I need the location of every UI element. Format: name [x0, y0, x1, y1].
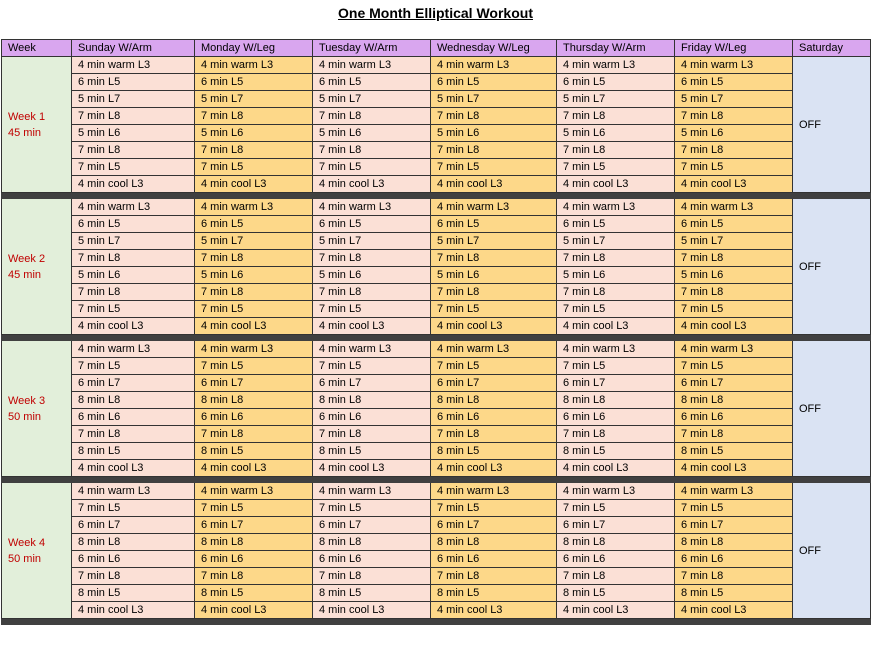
interval-cell-wednesday: 8 min L8: [431, 534, 557, 551]
interval-cell-monday: 6 min L6: [195, 551, 313, 568]
interval-cell-thursday: 7 min L8: [557, 284, 675, 301]
interval-cell-tuesday: 6 min L5: [313, 74, 431, 91]
interval-row: [2, 534, 871, 551]
interval-cell-wednesday: 4 min warm L3: [431, 483, 557, 500]
week-label: Week 3: [8, 394, 46, 407]
week-duration: 50 min: [8, 410, 42, 423]
interval-cell-thursday: 5 min L7: [557, 233, 675, 250]
interval-cell-tuesday: 8 min L8: [313, 534, 431, 551]
saturday-rest-cell: OFF: [793, 341, 871, 477]
interval-cell-tuesday: 7 min L5: [313, 159, 431, 176]
interval-cell-sunday: 5 min L6: [72, 125, 195, 142]
interval-cell-monday: 8 min L8: [195, 392, 313, 409]
interval-cell-sunday: 7 min L8: [72, 284, 195, 301]
interval-cell-tuesday: 5 min L6: [313, 267, 431, 284]
week-label-cell: [2, 199, 72, 335]
interval-cell-sunday: 4 min warm L3: [72, 199, 195, 216]
interval-row: [2, 375, 871, 392]
interval-cell-thursday: 4 min warm L3: [557, 483, 675, 500]
interval-row: [2, 91, 871, 108]
interval-row: [2, 159, 871, 176]
interval-cell-thursday: 4 min cool L3: [557, 602, 675, 619]
interval-row: [2, 199, 871, 216]
header-wednesday: Wednesday W/Leg: [431, 40, 557, 57]
interval-cell-thursday: 6 min L6: [557, 551, 675, 568]
interval-cell-monday: 6 min L5: [195, 216, 313, 233]
interval-cell-sunday: 7 min L5: [72, 358, 195, 375]
week-duration: 45 min: [8, 268, 42, 281]
interval-cell-sunday: 7 min L8: [72, 426, 195, 443]
week-label: Week 4: [8, 536, 46, 549]
interval-row: [2, 108, 871, 125]
interval-cell-wednesday: 7 min L8: [431, 284, 557, 301]
interval-cell-thursday: 7 min L8: [557, 108, 675, 125]
interval-cell-friday: 7 min L8: [675, 568, 793, 585]
interval-cell-thursday: 4 min cool L3: [557, 460, 675, 477]
interval-cell-thursday: 5 min L6: [557, 125, 675, 142]
interval-cell-thursday: 7 min L8: [557, 142, 675, 159]
interval-row: [2, 57, 871, 74]
interval-row: [2, 443, 871, 460]
interval-cell-wednesday: 7 min L5: [431, 500, 557, 517]
week-label-cell: [2, 57, 72, 193]
interval-cell-wednesday: 6 min L6: [431, 551, 557, 568]
interval-cell-friday: 8 min L8: [675, 534, 793, 551]
interval-cell-sunday: 4 min cool L3: [72, 602, 195, 619]
interval-cell-sunday: 7 min L8: [72, 250, 195, 267]
interval-cell-friday: 6 min L7: [675, 375, 793, 392]
interval-cell-monday: 7 min L8: [195, 250, 313, 267]
interval-cell-monday: 7 min L5: [195, 500, 313, 517]
interval-cell-tuesday: 4 min cool L3: [313, 460, 431, 477]
interval-cell-friday: 5 min L6: [675, 267, 793, 284]
interval-cell-wednesday: 6 min L7: [431, 375, 557, 392]
interval-cell-tuesday: 5 min L6: [313, 125, 431, 142]
interval-cell-monday: 7 min L5: [195, 301, 313, 318]
interval-cell-tuesday: 8 min L8: [313, 392, 431, 409]
interval-cell-thursday: 7 min L5: [557, 500, 675, 517]
interval-cell-wednesday: 7 min L8: [431, 250, 557, 267]
interval-cell-monday: 5 min L7: [195, 233, 313, 250]
interval-cell-tuesday: 7 min L8: [313, 284, 431, 301]
interval-row: [2, 602, 871, 619]
interval-cell-friday: 4 min warm L3: [675, 199, 793, 216]
interval-cell-monday: 7 min L5: [195, 358, 313, 375]
header-row: [2, 40, 871, 57]
interval-cell-sunday: 7 min L5: [72, 500, 195, 517]
header-monday: Monday W/Leg: [195, 40, 313, 57]
interval-cell-sunday: 7 min L5: [72, 301, 195, 318]
interval-cell-thursday: 6 min L7: [557, 375, 675, 392]
interval-cell-sunday: 6 min L5: [72, 216, 195, 233]
interval-cell-sunday: 5 min L7: [72, 91, 195, 108]
header-tuesday: Tuesday W/Arm: [313, 40, 431, 57]
interval-cell-wednesday: 5 min L6: [431, 125, 557, 142]
interval-cell-thursday: 7 min L8: [557, 426, 675, 443]
interval-row: [2, 568, 871, 585]
interval-cell-wednesday: 6 min L5: [431, 216, 557, 233]
interval-cell-thursday: 8 min L8: [557, 534, 675, 551]
interval-cell-monday: 6 min L5: [195, 74, 313, 91]
interval-row: [2, 125, 871, 142]
interval-cell-thursday: 8 min L5: [557, 585, 675, 602]
interval-cell-wednesday: 7 min L8: [431, 108, 557, 125]
interval-cell-sunday: 6 min L7: [72, 517, 195, 534]
interval-cell-thursday: 4 min cool L3: [557, 318, 675, 335]
interval-cell-sunday: 4 min warm L3: [72, 483, 195, 500]
interval-row: [2, 341, 871, 358]
separator-bar: [2, 619, 871, 625]
interval-row: [2, 233, 871, 250]
interval-cell-friday: 8 min L5: [675, 443, 793, 460]
week-separator: [2, 619, 871, 625]
interval-cell-friday: 4 min warm L3: [675, 57, 793, 74]
interval-cell-monday: 4 min cool L3: [195, 460, 313, 477]
interval-row: [2, 585, 871, 602]
interval-cell-tuesday: 7 min L8: [313, 426, 431, 443]
interval-row: [2, 517, 871, 534]
interval-cell-thursday: 8 min L5: [557, 443, 675, 460]
interval-cell-thursday: 7 min L8: [557, 250, 675, 267]
interval-cell-wednesday: 4 min cool L3: [431, 602, 557, 619]
interval-cell-thursday: 7 min L5: [557, 159, 675, 176]
header-thursday: Thursday W/Arm: [557, 40, 675, 57]
interval-row: [2, 250, 871, 267]
interval-cell-friday: 8 min L5: [675, 585, 793, 602]
interval-cell-wednesday: 6 min L7: [431, 517, 557, 534]
header-saturday: Saturday: [793, 40, 871, 57]
interval-cell-friday: 4 min warm L3: [675, 483, 793, 500]
interval-cell-thursday: 6 min L6: [557, 409, 675, 426]
week-duration: 45 min: [8, 126, 42, 139]
interval-cell-wednesday: 7 min L5: [431, 159, 557, 176]
interval-cell-wednesday: 4 min warm L3: [431, 199, 557, 216]
interval-cell-sunday: 4 min cool L3: [72, 318, 195, 335]
interval-cell-friday: 7 min L8: [675, 250, 793, 267]
interval-cell-sunday: 7 min L8: [72, 568, 195, 585]
interval-cell-sunday: 4 min warm L3: [72, 57, 195, 74]
interval-cell-tuesday: 7 min L8: [313, 568, 431, 585]
interval-cell-wednesday: 7 min L8: [431, 568, 557, 585]
interval-cell-sunday: 8 min L8: [72, 534, 195, 551]
interval-cell-sunday: 6 min L6: [72, 551, 195, 568]
interval-cell-friday: 4 min cool L3: [675, 318, 793, 335]
interval-cell-sunday: 4 min cool L3: [72, 176, 195, 193]
interval-cell-friday: 5 min L7: [675, 91, 793, 108]
interval-cell-wednesday: 5 min L6: [431, 267, 557, 284]
interval-cell-monday: 5 min L7: [195, 91, 313, 108]
interval-cell-friday: 7 min L5: [675, 301, 793, 318]
interval-cell-sunday: 4 min cool L3: [72, 460, 195, 477]
interval-cell-friday: 4 min cool L3: [675, 460, 793, 477]
interval-cell-thursday: 6 min L5: [557, 216, 675, 233]
interval-cell-friday: 6 min L6: [675, 409, 793, 426]
interval-cell-monday: 7 min L8: [195, 284, 313, 301]
interval-cell-thursday: 4 min cool L3: [557, 176, 675, 193]
interval-cell-friday: 7 min L8: [675, 142, 793, 159]
interval-cell-wednesday: 4 min cool L3: [431, 176, 557, 193]
interval-cell-friday: 7 min L8: [675, 108, 793, 125]
interval-cell-sunday: 7 min L8: [72, 142, 195, 159]
interval-row: [2, 284, 871, 301]
interval-cell-tuesday: 5 min L7: [313, 233, 431, 250]
interval-cell-monday: 5 min L6: [195, 267, 313, 284]
interval-cell-wednesday: 5 min L7: [431, 91, 557, 108]
interval-cell-wednesday: 8 min L5: [431, 443, 557, 460]
interval-cell-friday: 8 min L8: [675, 392, 793, 409]
interval-cell-monday: 5 min L6: [195, 125, 313, 142]
interval-cell-tuesday: 5 min L7: [313, 91, 431, 108]
interval-cell-friday: 4 min cool L3: [675, 176, 793, 193]
interval-cell-monday: 4 min warm L3: [195, 199, 313, 216]
interval-cell-sunday: 8 min L8: [72, 392, 195, 409]
interval-cell-friday: 5 min L7: [675, 233, 793, 250]
interval-cell-tuesday: 8 min L5: [313, 443, 431, 460]
interval-cell-tuesday: 4 min warm L3: [313, 199, 431, 216]
interval-row: [2, 483, 871, 500]
interval-cell-tuesday: 4 min warm L3: [313, 341, 431, 358]
interval-cell-wednesday: 4 min warm L3: [431, 341, 557, 358]
interval-row: [2, 460, 871, 477]
interval-cell-thursday: 8 min L8: [557, 392, 675, 409]
interval-row: [2, 267, 871, 284]
saturday-rest-cell: OFF: [793, 57, 871, 193]
interval-cell-tuesday: 4 min cool L3: [313, 602, 431, 619]
interval-cell-tuesday: 4 min warm L3: [313, 57, 431, 74]
interval-cell-tuesday: 8 min L5: [313, 585, 431, 602]
interval-cell-friday: 7 min L5: [675, 159, 793, 176]
week-label: Week 2: [8, 252, 46, 265]
interval-cell-friday: 6 min L5: [675, 216, 793, 233]
interval-cell-friday: 7 min L5: [675, 500, 793, 517]
interval-cell-wednesday: 4 min cool L3: [431, 318, 557, 335]
interval-cell-sunday: 5 min L7: [72, 233, 195, 250]
interval-cell-friday: 6 min L7: [675, 517, 793, 534]
interval-cell-sunday: 8 min L5: [72, 443, 195, 460]
saturday-rest-cell: OFF: [793, 483, 871, 619]
header-week: Week: [2, 40, 72, 57]
interval-cell-monday: 7 min L8: [195, 108, 313, 125]
interval-cell-sunday: 6 min L5: [72, 74, 195, 91]
interval-cell-thursday: 6 min L5: [557, 74, 675, 91]
interval-cell-wednesday: 8 min L8: [431, 392, 557, 409]
interval-cell-tuesday: 4 min warm L3: [313, 483, 431, 500]
interval-cell-tuesday: 6 min L7: [313, 375, 431, 392]
interval-cell-friday: 7 min L8: [675, 284, 793, 301]
week-label: Week 1: [8, 110, 46, 123]
interval-cell-wednesday: 8 min L5: [431, 585, 557, 602]
interval-row: [2, 551, 871, 568]
interval-cell-monday: 4 min warm L3: [195, 341, 313, 358]
interval-cell-wednesday: 7 min L8: [431, 142, 557, 159]
interval-cell-tuesday: 6 min L5: [313, 216, 431, 233]
workout-table: [1, 39, 871, 625]
interval-cell-monday: 6 min L6: [195, 409, 313, 426]
interval-cell-thursday: 5 min L7: [557, 91, 675, 108]
interval-row: [2, 74, 871, 91]
interval-cell-thursday: 4 min warm L3: [557, 341, 675, 358]
interval-row: [2, 392, 871, 409]
interval-cell-monday: 7 min L8: [195, 568, 313, 585]
interval-cell-friday: 7 min L5: [675, 358, 793, 375]
interval-cell-tuesday: 7 min L8: [313, 108, 431, 125]
interval-row: [2, 500, 871, 517]
interval-row: [2, 426, 871, 443]
interval-row: [2, 409, 871, 426]
interval-cell-monday: 7 min L5: [195, 159, 313, 176]
header-sunday: Sunday W/Arm: [72, 40, 195, 57]
interval-cell-wednesday: 4 min cool L3: [431, 460, 557, 477]
interval-cell-friday: 4 min warm L3: [675, 341, 793, 358]
interval-cell-thursday: 7 min L5: [557, 301, 675, 318]
page-title: One Month Elliptical Workout: [338, 5, 533, 21]
interval-cell-wednesday: 5 min L7: [431, 233, 557, 250]
interval-cell-friday: 6 min L5: [675, 74, 793, 91]
interval-cell-tuesday: 6 min L6: [313, 409, 431, 426]
interval-row: [2, 216, 871, 233]
week-duration: 50 min: [8, 552, 42, 565]
interval-cell-tuesday: 7 min L8: [313, 250, 431, 267]
interval-cell-tuesday: 6 min L7: [313, 517, 431, 534]
interval-cell-monday: 4 min cool L3: [195, 318, 313, 335]
interval-cell-monday: 4 min warm L3: [195, 57, 313, 74]
interval-cell-wednesday: 7 min L5: [431, 301, 557, 318]
interval-cell-wednesday: 7 min L8: [431, 426, 557, 443]
interval-cell-wednesday: 7 min L5: [431, 358, 557, 375]
interval-cell-monday: 8 min L8: [195, 534, 313, 551]
interval-cell-sunday: 8 min L5: [72, 585, 195, 602]
interval-cell-monday: 8 min L5: [195, 585, 313, 602]
interval-cell-thursday: 6 min L7: [557, 517, 675, 534]
interval-cell-sunday: 7 min L5: [72, 159, 195, 176]
interval-cell-monday: 6 min L7: [195, 517, 313, 534]
interval-row: [2, 176, 871, 193]
interval-cell-sunday: 6 min L6: [72, 409, 195, 426]
week-label-cell: [2, 341, 72, 477]
interval-cell-tuesday: 7 min L5: [313, 358, 431, 375]
interval-cell-monday: 7 min L8: [195, 142, 313, 159]
interval-cell-sunday: 5 min L6: [72, 267, 195, 284]
interval-cell-tuesday: 6 min L6: [313, 551, 431, 568]
header-friday: Friday W/Leg: [675, 40, 793, 57]
interval-cell-tuesday: 7 min L5: [313, 500, 431, 517]
interval-cell-monday: 7 min L8: [195, 426, 313, 443]
interval-cell-tuesday: 4 min cool L3: [313, 318, 431, 335]
interval-cell-sunday: 6 min L7: [72, 375, 195, 392]
interval-cell-wednesday: 6 min L5: [431, 74, 557, 91]
interval-cell-friday: 4 min cool L3: [675, 602, 793, 619]
interval-cell-friday: 5 min L6: [675, 125, 793, 142]
interval-cell-monday: 8 min L5: [195, 443, 313, 460]
saturday-rest-cell: OFF: [793, 199, 871, 335]
interval-cell-tuesday: 4 min cool L3: [313, 176, 431, 193]
week-label-cell: [2, 483, 72, 619]
interval-cell-thursday: 7 min L8: [557, 568, 675, 585]
interval-cell-thursday: 7 min L5: [557, 358, 675, 375]
interval-cell-wednesday: 4 min warm L3: [431, 57, 557, 74]
interval-cell-monday: 4 min cool L3: [195, 602, 313, 619]
interval-cell-friday: 6 min L6: [675, 551, 793, 568]
interval-row: [2, 301, 871, 318]
interval-cell-thursday: 4 min warm L3: [557, 199, 675, 216]
interval-cell-tuesday: 7 min L8: [313, 142, 431, 159]
interval-cell-monday: 6 min L7: [195, 375, 313, 392]
interval-cell-monday: 4 min cool L3: [195, 176, 313, 193]
interval-cell-wednesday: 6 min L6: [431, 409, 557, 426]
interval-row: [2, 142, 871, 159]
interval-cell-monday: 4 min warm L3: [195, 483, 313, 500]
workout-body: [2, 57, 871, 625]
interval-row: [2, 318, 871, 335]
interval-cell-sunday: 7 min L8: [72, 108, 195, 125]
interval-cell-thursday: 4 min warm L3: [557, 57, 675, 74]
interval-cell-tuesday: 7 min L5: [313, 301, 431, 318]
interval-cell-sunday: 4 min warm L3: [72, 341, 195, 358]
interval-row: [2, 358, 871, 375]
interval-cell-friday: 7 min L8: [675, 426, 793, 443]
interval-cell-thursday: 5 min L6: [557, 267, 675, 284]
